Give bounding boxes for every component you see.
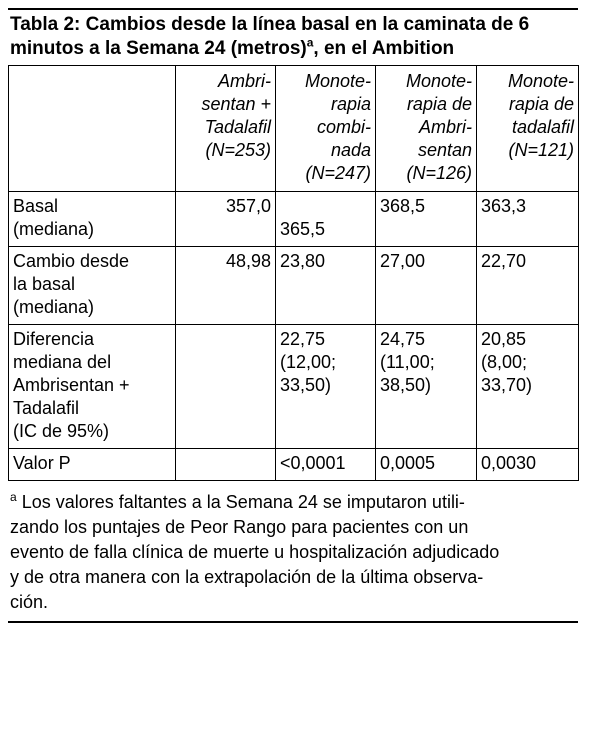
header-cell-monoterapia-ambrisentan: Monote- rapia de Ambri- sentan (N=126) [376, 66, 477, 192]
header-row [9, 66, 579, 192]
footnote-line-2: zando los puntajes de Peor Rango para pacientes con un [10, 517, 469, 537]
cell-value: 357,0 [176, 192, 276, 247]
cell-value: 0,0005 [376, 449, 477, 481]
cell-value: 27,00 [376, 247, 477, 325]
title-line-2-end: , en el Ambition [313, 38, 455, 59]
title-footnote-marker: a [306, 35, 314, 50]
footnote-line-5: ción. [10, 592, 49, 612]
table-row-valor-p [9, 449, 579, 481]
row-label: Cambio desde la basal (mediana) [9, 247, 176, 325]
footnote-line-4: y de otra manera con la extrapolación de la última observa- [10, 567, 484, 587]
header-cell-monoterapia-tadalafil: Monote- rapia de tadalafil (N=121) [477, 66, 579, 192]
table-row-diferencia [9, 325, 579, 449]
cell-value: 368,5 [376, 192, 477, 247]
cell-value: 22,70 [477, 247, 579, 325]
cell-value: 22,75 (12,00; 33,50) [276, 325, 376, 449]
cell-value: <0,0001 [276, 449, 376, 481]
title-line-1: Tabla 2: Cambios desde la línea basal en la caminata de 6 [10, 14, 530, 35]
header-cell-ambrisentan-tadalafil: Ambri- sentan + Tadalafil (N=253) [176, 66, 276, 192]
footnote-line-3: evento de falla clínica de muerte u hospitalización adjudicado [10, 542, 500, 562]
cell-value [176, 325, 276, 449]
row-label: Valor P [9, 449, 176, 481]
table-footnote [8, 481, 578, 623]
header-cell-empty [9, 66, 176, 192]
table-row-cambio [9, 247, 579, 325]
table-row-basal [9, 192, 579, 247]
cell-value: 0,0030 [477, 449, 579, 481]
title-line-2: minutos a la Semana 24 (metros) [10, 38, 307, 59]
header-cell-monoterapia-combinada: Monote- rapia combi- nada (N=247) [276, 66, 376, 192]
cell-value: 20,85 (8,00; 33,70) [477, 325, 579, 449]
footnote-line-1: Los valores faltantes a la Semana 24 se imputaron utili- [16, 492, 465, 512]
cell-value: 23,80 [276, 247, 376, 325]
document-table-block [8, 8, 578, 623]
cell-value: 365,5 [276, 192, 376, 247]
cell-value [176, 449, 276, 481]
row-label: Diferencia mediana del Ambrisentan + Tadalafil (IC de 95%) [9, 325, 176, 449]
cell-value: 363,3 [477, 192, 579, 247]
table-title [8, 8, 578, 65]
footnote-marker: a [10, 490, 17, 504]
cell-value: 24,75 (11,00; 38,50) [376, 325, 477, 449]
row-label: Basal (mediana) [9, 192, 176, 247]
cell-value: 48,98 [176, 247, 276, 325]
data-table [8, 65, 579, 481]
